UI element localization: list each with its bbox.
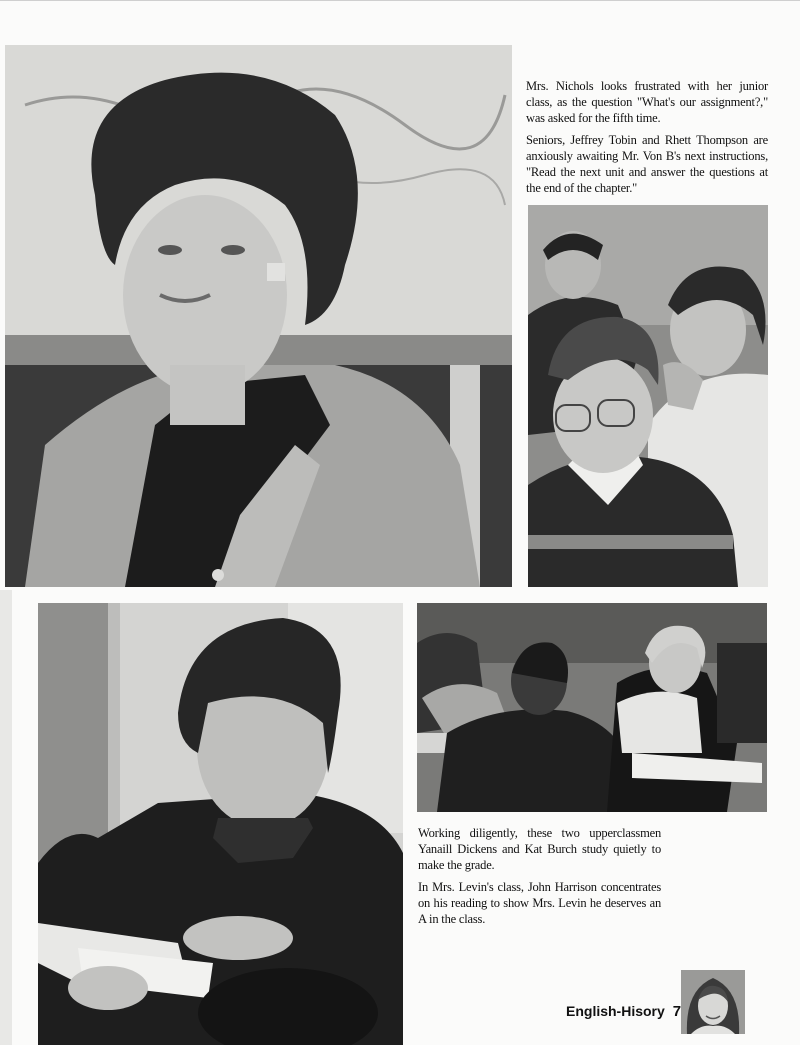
photo-dickens-burch: [417, 603, 767, 812]
caption-harrison: In Mrs. Levin's class, John Harrison concentrates on his reading to show Mrs. Levin he deserves an A in the class.: [418, 880, 661, 926]
caption-tobin-thompson: Seniors, Jeffrey Tobin and Rhett Thompson are anxiously awaiting Mr. Von B's next instructions, "Read the next unit and answer the questions at the end of the chapter.": [526, 133, 768, 195]
caption-nichols: Mrs. Nichols looks frustrated with her junior class, as the question "What's our assignment?," was asked for the fifth time.: [526, 79, 768, 125]
page-top-rule: [0, 0, 800, 1]
caption-dickens-burch: Working diligently, these two upperclassmen Yanaill Dickens and Kat Burch study quietly to make the grade.: [418, 826, 661, 872]
page-footer: [566, 1003, 681, 1020]
page-number: 7: [672, 1003, 682, 1020]
caption-bottom-right: [418, 825, 661, 933]
photo-harrison-image: [38, 603, 403, 1045]
photo-portrait-thumbnail-image: [681, 970, 745, 1034]
photo-seniors: [528, 205, 768, 587]
page-gutter: [0, 590, 12, 1045]
footer-section-title: English-Hisory: [566, 1003, 665, 1019]
photo-dickens-burch-image: [417, 603, 767, 812]
photo-portrait-thumbnail: [681, 970, 745, 1034]
photo-teacher-image: [5, 45, 512, 587]
photo-harrison: [38, 603, 403, 1045]
photo-teacher: [5, 45, 512, 587]
photo-seniors-image: [528, 205, 768, 587]
caption-top-right: [526, 78, 768, 202]
